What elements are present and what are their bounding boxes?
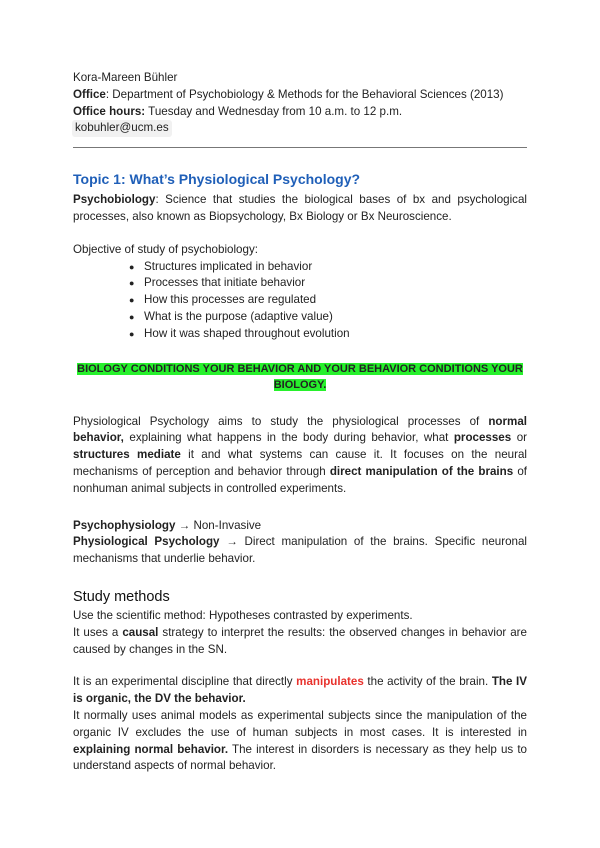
list-item: ● What is the purpose (adaptive value): [144, 309, 527, 326]
definition-text: : Science that studies the biological bases of bx and psychological processes, also known as Biopsychology, Bx Biology or Bx Neuroscience.: [73, 193, 527, 223]
email-chip[interactable]: kobuhler@ucm.es: [72, 120, 172, 137]
list-item: ● Structures implicated in behavior: [144, 259, 527, 276]
para-bold: The IV is organic, the DV the behavior.: [73, 675, 527, 706]
psychobiology-definition: [73, 192, 527, 226]
psychophysiology-line: [73, 518, 527, 535]
office-text: : Department of Psychobiology & Methods for the Behavioral Sciences (2013): [105, 87, 504, 101]
study-methods-heading: Study methods: [73, 588, 170, 605]
definition-term: Psychobiology: [73, 193, 156, 207]
animal-models-paragraph: [73, 708, 527, 775]
para-text: strategy to interpret the results: the observed changes in behavior are caused by changes in the SN.: [73, 625, 527, 656]
para-text: explaining what happens in the body during behavior, what: [123, 431, 454, 445]
para-text: of nonhuman animal subjects in controlled experiments.: [73, 464, 527, 495]
para-bold: direct manipulation of the brains: [329, 464, 514, 478]
para-bold: causal: [122, 625, 159, 639]
topic-title: Topic 1: What’s Physiological Psychology?: [73, 171, 361, 188]
highlighted-term: manipulates: [296, 675, 364, 689]
para-text: or: [511, 431, 527, 445]
para-bold: explaining normal behavior.: [73, 742, 229, 756]
physiological-psychology-paragraph: [73, 414, 527, 498]
para-bold: structures mediate: [73, 448, 181, 462]
para-bold: processes: [453, 431, 512, 445]
objectives-list: [73, 259, 527, 343]
para-text: it and what systems can cause it. It focuses on the neural mechanisms of perception and behavior through: [73, 448, 527, 478]
para-text: It is an experimental discipline that directly: [73, 675, 297, 689]
banner-line-1: BIOLOGY CONDITIONS YOUR BEHAVIOR AND YOUR BEHAVIOR CONDITIONS YOUR: [77, 362, 523, 375]
banner-line-2: BIOLOGY.: [273, 379, 327, 392]
email-line: [73, 120, 527, 137]
experimental-discipline-line: [73, 674, 527, 708]
para-text: It uses a: [73, 625, 123, 639]
objective-intro: Objective of study of psychobiology:: [73, 242, 258, 256]
highlighted-banner: [73, 361, 527, 394]
para-text: Physiological Psychology aims to study the physiological processes of: [73, 414, 489, 428]
list-item: ● How this processes are regulated: [144, 292, 527, 309]
hours-line: [73, 104, 527, 121]
para-text: the activity of the brain.: [363, 675, 492, 689]
psychophysiology-text: → Non-Invasive: [175, 518, 262, 532]
document-body: [73, 70, 527, 775]
list-item: ● How it was shaped throughout evolution: [144, 326, 527, 343]
hours-label: Office hours:: [73, 104, 146, 118]
psychophysiology-term: Psychophysiology: [73, 518, 176, 532]
office-line: [73, 87, 527, 104]
para-bold: normal behavior,: [73, 414, 527, 445]
physiological-psychology-text: → Direct manipulation of the brains. Specific neuronal mechanisms that underlie behavior.: [73, 535, 528, 566]
para-text: The interest in disorders is necessary as they help us to understand aspects of normal behavior.: [73, 742, 527, 773]
list-item: ● Processes that initiate behavior: [144, 275, 527, 292]
office-label: Office: [73, 87, 106, 101]
physiological-psychology-term: Physiological Psychology: [73, 535, 220, 549]
physiological-psychology-line: [73, 534, 527, 568]
causal-strategy-line: [73, 625, 527, 659]
hours-text: Tuesday and Wednesday from 10 a.m. to 12 p.m.: [145, 104, 403, 118]
author-name: Kora-Mareen Bühler: [73, 71, 178, 84]
scientific-method-line: Use the scientific method: Hypotheses contrasted by experiments.: [73, 608, 413, 622]
header-divider: [73, 147, 527, 148]
para-text: It normally uses animal models as experimental subjects since the manipulation of the organic IV excludes the use of human subjects in most cases. It is interested in: [73, 708, 527, 739]
